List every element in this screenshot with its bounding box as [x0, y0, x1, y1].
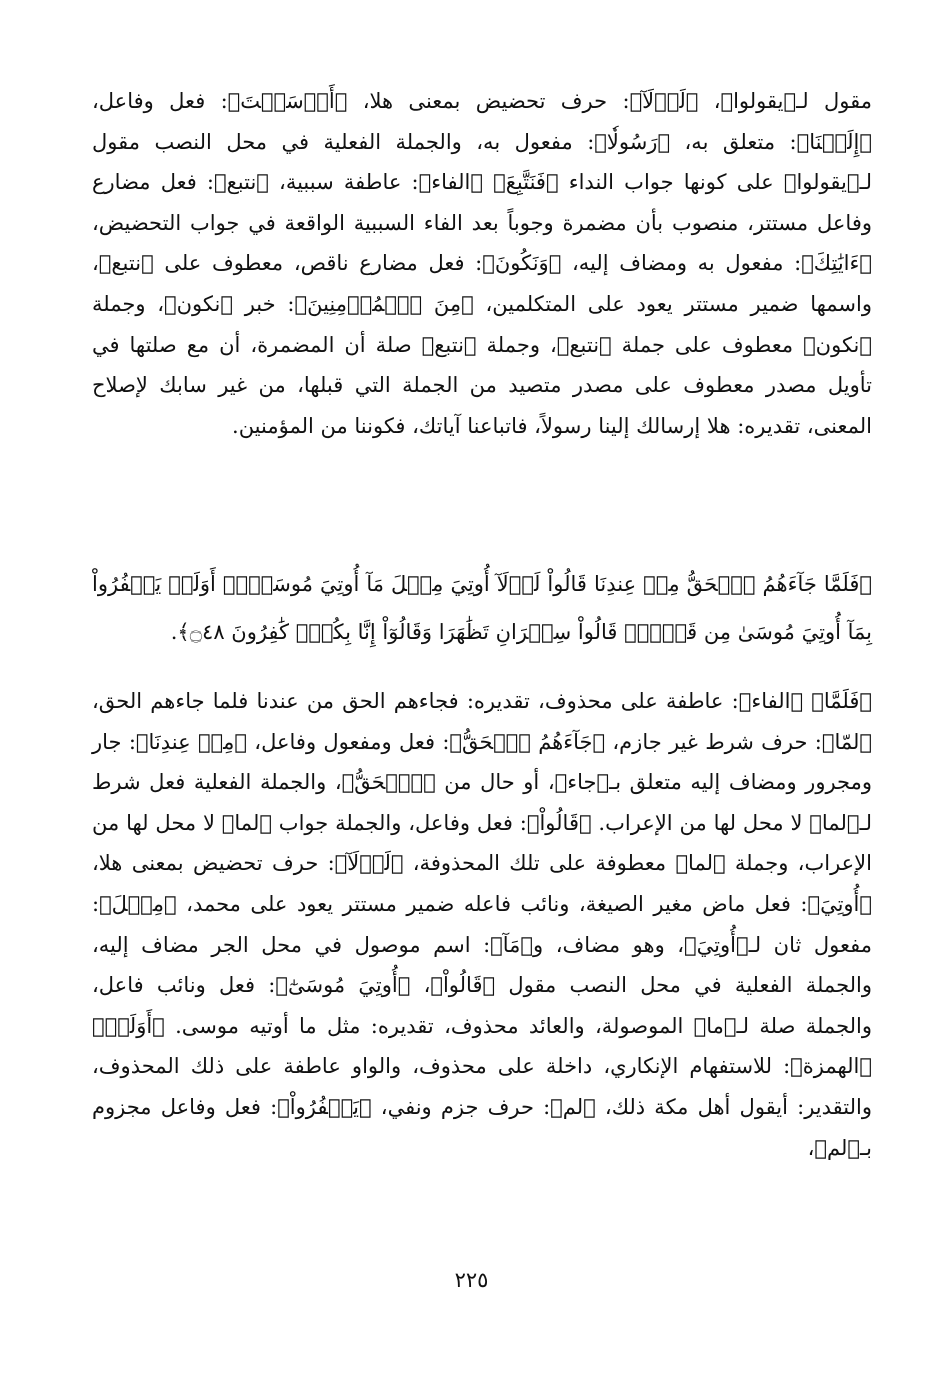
grammar-paragraph-1	[92, 81, 872, 446]
paragraph-text: ﴿فَلَمَّا﴾ ﴿الفاء﴾: عاطفة على محذوف، تقديره: فجاءهم الحق من عندنا فلما جاءهم الحق، ﴿لمّا﴾: حرف شرط غير جازم، ﴿جَآءَهُمُ ٱلۡحَقُّ﴾: فعل ومفعول وفاعل، ﴿مِنۡ عِندِنَا﴾: جار ومجرور ومضاف إليه متعلق بـ﴿جاء﴾، أو حال من ﴿ٱلۡحَقُّ﴾، والجملة الفعلية فعل شرط لـ﴿لما﴾ لا محل لها من الإعراب. ﴿قَالُواْ﴾: فعل وفاعل، والجملة جواب ﴿لما﴾ لا محل لها من الإعراب، وجملة ﴿لما﴾ معطوفة على تلك المحذوفة، ﴿لَوۡلَآ﴾: حرف تحضيض بمعنى هلا، ﴿أُوتِيَ﴾: فعل ماض مغير الصيغة، ونائب فاعله ضمير مستتر يعود على محمد، ﴿مِثۡلَ﴾: مفعول ثان لـ﴿أُوتِيَ﴾، وهو مضاف، و﴿مَآ﴾: اسم موصول في محل الجر مضاف إليه، والجملة الفعلية في محل النصب مقول ﴿قَالُواْ﴾، ﴿أُوتِيَ مُوسَىٰٓ﴾: فعل ونائب فاعل، والجملة صلة لـ﴿ما﴾ الموصولة، والعائد محذوف، تقديره: مثل ما أوتيه موسى. ﴿أَوَلَمۡ﴾ ﴿الهمزة﴾: للاستفهام الإنكاري، داخلة على محذوف، والواو عاطفة على ذلك المحذوف، والتقدير: أيقول أهل مكة ذلك، ﴿لم﴾: حرف جزم ونفي، ﴿يَكۡفُرُواْ﴾: فعل وفاعل مجزوم بـ﴿لم﴾،	[92, 689, 872, 1160]
paragraph-text: مقول لـ﴿يقولوا﴾، ﴿لَوۡلَآ﴾: حرف تحضيض بمعنى هلا، ﴿أَرۡسَلۡتَ﴾: فعل وفاعل، ﴿إِلَيۡنَا﴾: متعلق به، ﴿رَسُولٗا﴾: مفعول به، والجملة الفعلية في محل النصب مقول لـ﴿يقولوا﴾ على كونها جواب النداء ﴿فَنَتَّبِعَ﴾ ﴿الفاء﴾: عاطفة سببية، ﴿نتبع﴾: فعل مضارع وفاعل مستتر، منصوب بأن مضمرة وجوباً بعد الفاء السببية الواقعة في جواب التحضيض، ﴿ءَايَٰتِكَ﴾: مفعول به ومضاف إليه، ﴿وَنَكُونَ﴾: فعل مضارع ناقص، معطوف على ﴿نتبع﴾، واسمها ضمير مستتر يعود على المتكلمين، ﴿مِنَ ٱلۡمُؤۡمِنِينَ﴾: خبر ﴿نكون﴾، وجملة ﴿نكون﴾ معطوف على جملة ﴿نتبع﴾، وجملة ﴿نتبع﴾ صلة أن المضمرة، أن مع صلتها في تأويل مصدر معطوف على مصدر متصيد من الجملة التي قبلها، من غير سابك لإصلاح المعنى، تقديره: هلا إرسالك إلينا رسولاً، فاتباعنا آياتك، فكوننا من المؤمنين.	[92, 89, 872, 438]
quran-verse: ﴿فَلَمَّا جَآءَهُمُ ٱلۡحَقُّ مِنۡ عِندِنَا قَالُواْ لَوۡلَآ أُوتِيَ مِثۡلَ مَآ أُوتِيَ مُوسَىٰٓۚ أَوَلَمۡ يَكۡفُرُواْ بِمَآ أُوتِيَ مُوسَىٰ مِن قَبۡلُۖ قَالُواْ سِحۡرَانِ تَظَٰهَرَا وَقَالُوٓاْ إِنَّا بِكُلّٖ كَٰفِرُونَ ۝٤٨﴾.	[92, 572, 872, 644]
page-number: ٢٢٥	[454, 1268, 489, 1292]
quran-verse-block	[92, 560, 872, 656]
grammar-paragraph-2	[92, 681, 872, 1168]
